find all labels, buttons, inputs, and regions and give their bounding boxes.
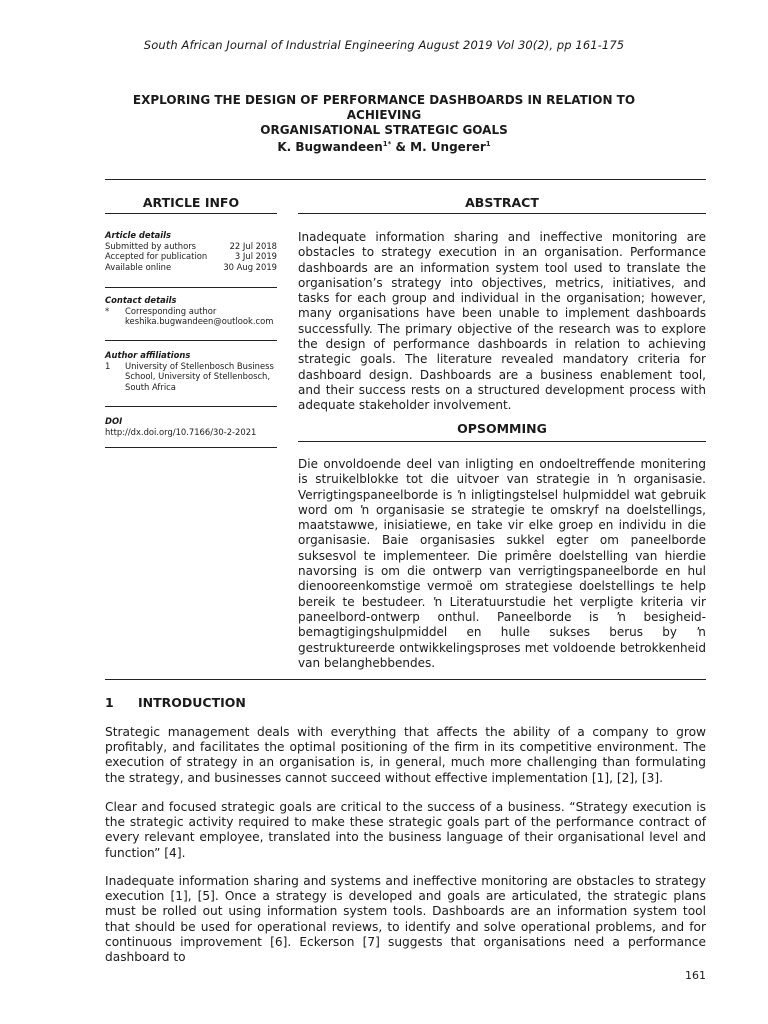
contact-details [105, 295, 277, 327]
divider [105, 447, 277, 448]
divider [105, 679, 706, 680]
section-number: 1 [105, 695, 114, 710]
footnote-mark: 1 [105, 360, 111, 371]
section-title: INTRODUCTION [138, 695, 246, 710]
article-details-title: Article details [105, 230, 171, 240]
divider [105, 213, 277, 214]
divider [105, 287, 277, 288]
author-name: K. Bugwandeen [277, 140, 383, 154]
author-affiliation-mark: 1* [382, 140, 392, 148]
detail-value: 30 Aug 2019 [223, 261, 277, 272]
divider [105, 406, 277, 407]
footnote-mark: * [105, 305, 110, 316]
contact-details-title: Contact details [105, 295, 177, 305]
doi-link[interactable]: http://dx.doi.org/10.7166/30-2-2021 [105, 426, 257, 437]
author-affiliations-title: Author affiliations [105, 350, 191, 360]
contact-entry [105, 306, 277, 327]
body-paragraph: Clear and focused strategic goals are critical to the success of a business. “Strategy execution is the strategic activity required to make these strategic goals part of the performance contract of every relevant employee, translated into the business language of their organisational level and function” [4]. [105, 800, 706, 860]
author-list [0, 140, 768, 154]
author-affiliations [105, 350, 277, 392]
author-name: M. Ungerer [410, 140, 486, 154]
paper-title-line1: EXPLORING THE DESIGN OF PERFORMANCE DASHBOARDS IN RELATION TO ACHIEVING [132, 93, 636, 122]
abstract-heading: ABSTRACT [465, 195, 539, 210]
paper-title [100, 93, 668, 138]
detail-value: 3 Jul 2019 [234, 251, 277, 262]
journal-citation: South African Journal of Industrial Engineering August 2019 Vol 30(2), pp 161-175 [143, 38, 625, 52]
author-affiliation-mark: 1 [485, 140, 491, 148]
body-paragraph: Inadequate information sharing and systems and ineffective monitoring are obstacles to strategy execution [1], [5]. Once a strategy is developed and goals are articulated, the strategic plans must be rolled out using information system tools. Dashboards are an information system tool that should be used for operational reviews, to identify and solve operational problems, and for continuous improvement [6]. Eckerson [7] suggests that organisations need a performance dashboard to [105, 874, 706, 965]
detail-label: Submitted by authors [105, 240, 197, 251]
affiliation-line: School, University of Stellenbosch, [125, 371, 271, 382]
abstract-text: Inadequate information sharing and ineffective monitoring are obstacles to strategy execution in an organisation. Performance dashboards are an information system tool used to translate the organisation’s strategy into objectives, metrics, initiatives, and tasks for each group and individual in the organisation; however, many organisations have been unable to implement dashboards successfully. The primary objective of the research was to explore the design of performance dashboards in relation to achieving strategic goals. The literature revealed mandatory criteria for dashboard design. Dashboards are a business enablement tool, and their success rests on a structured development process with adequate stakeholder involvement. [298, 230, 706, 413]
doi-block [105, 416, 277, 437]
page-number: 161 [685, 969, 706, 982]
author-separator: & [391, 140, 411, 154]
opsomming-text: Die onvoldoende deel van inligting en ondoeltreffende monitering is struikelblokke tot die uitvoer van strategie in ŉ organisasie. Verrigtingspaneelborde is ŉ inligtingstelsel hulpmiddel wat gebruik word om ŉ organisasie se strategie te omskryf na doelstellings, maatstawwe, inisiatiewe, en take vir elke groep en individu in die organisasie. Baie organisasies sukkel egter om paneelborde suksesvol te implementeer. Die primêre doelstelling van hierdie navorsing is om die ontwerp van verrigtingspaneelborde en hul dienooreenkomstige vermoë om strategiese doelstellings te help bereik te bestudeer. ŉ Literatuurstudie het verpligte kriteria vir paneelbord-ontwerp onthul. Paneelborde is ŉ besigheid-bemagtigingshulpmiddel en hulle sukses berus by ŉ gestruktureerde ontwikkelingsproses met voldoende betrokkenheid van belanghebbendes. [298, 457, 706, 670]
detail-row [105, 262, 277, 273]
divider [298, 213, 706, 214]
article-info-heading: ARTICLE INFO [142, 195, 240, 210]
divider [105, 340, 277, 341]
contact-role: Corresponding author [125, 305, 217, 316]
detail-row [105, 241, 277, 252]
contact-email[interactable]: keshika.bugwandeen@outlook.com [125, 316, 274, 327]
affiliation-entry [105, 361, 277, 393]
paper-title-line2: ORGANISATIONAL STRATEGIC GOALS [260, 123, 508, 137]
detail-row [105, 251, 277, 262]
divider [298, 441, 706, 442]
opsomming-heading: OPSOMMING [457, 421, 547, 436]
body-paragraph: Strategic management deals with everything that affects the ability of a company to grow profitably, and facilitates the optimal positioning of the firm in its competitive environment. The execution of strategy in an organisation is, in general, much more challenging than formulating the strategy, and businesses cannot succeed without effective implementation [1], [2], [3]. [105, 725, 706, 785]
affiliation-line: University of Stellenbosch Business [125, 360, 274, 371]
section-heading-introduction [105, 695, 246, 710]
doi-title: DOI [105, 416, 123, 426]
divider [105, 179, 706, 180]
article-details [105, 230, 277, 272]
affiliation-line: South Africa [125, 381, 176, 392]
detail-value: 22 Jul 2018 [229, 240, 277, 251]
detail-label: Accepted for publication [105, 251, 208, 262]
detail-label: Available online [105, 261, 172, 272]
